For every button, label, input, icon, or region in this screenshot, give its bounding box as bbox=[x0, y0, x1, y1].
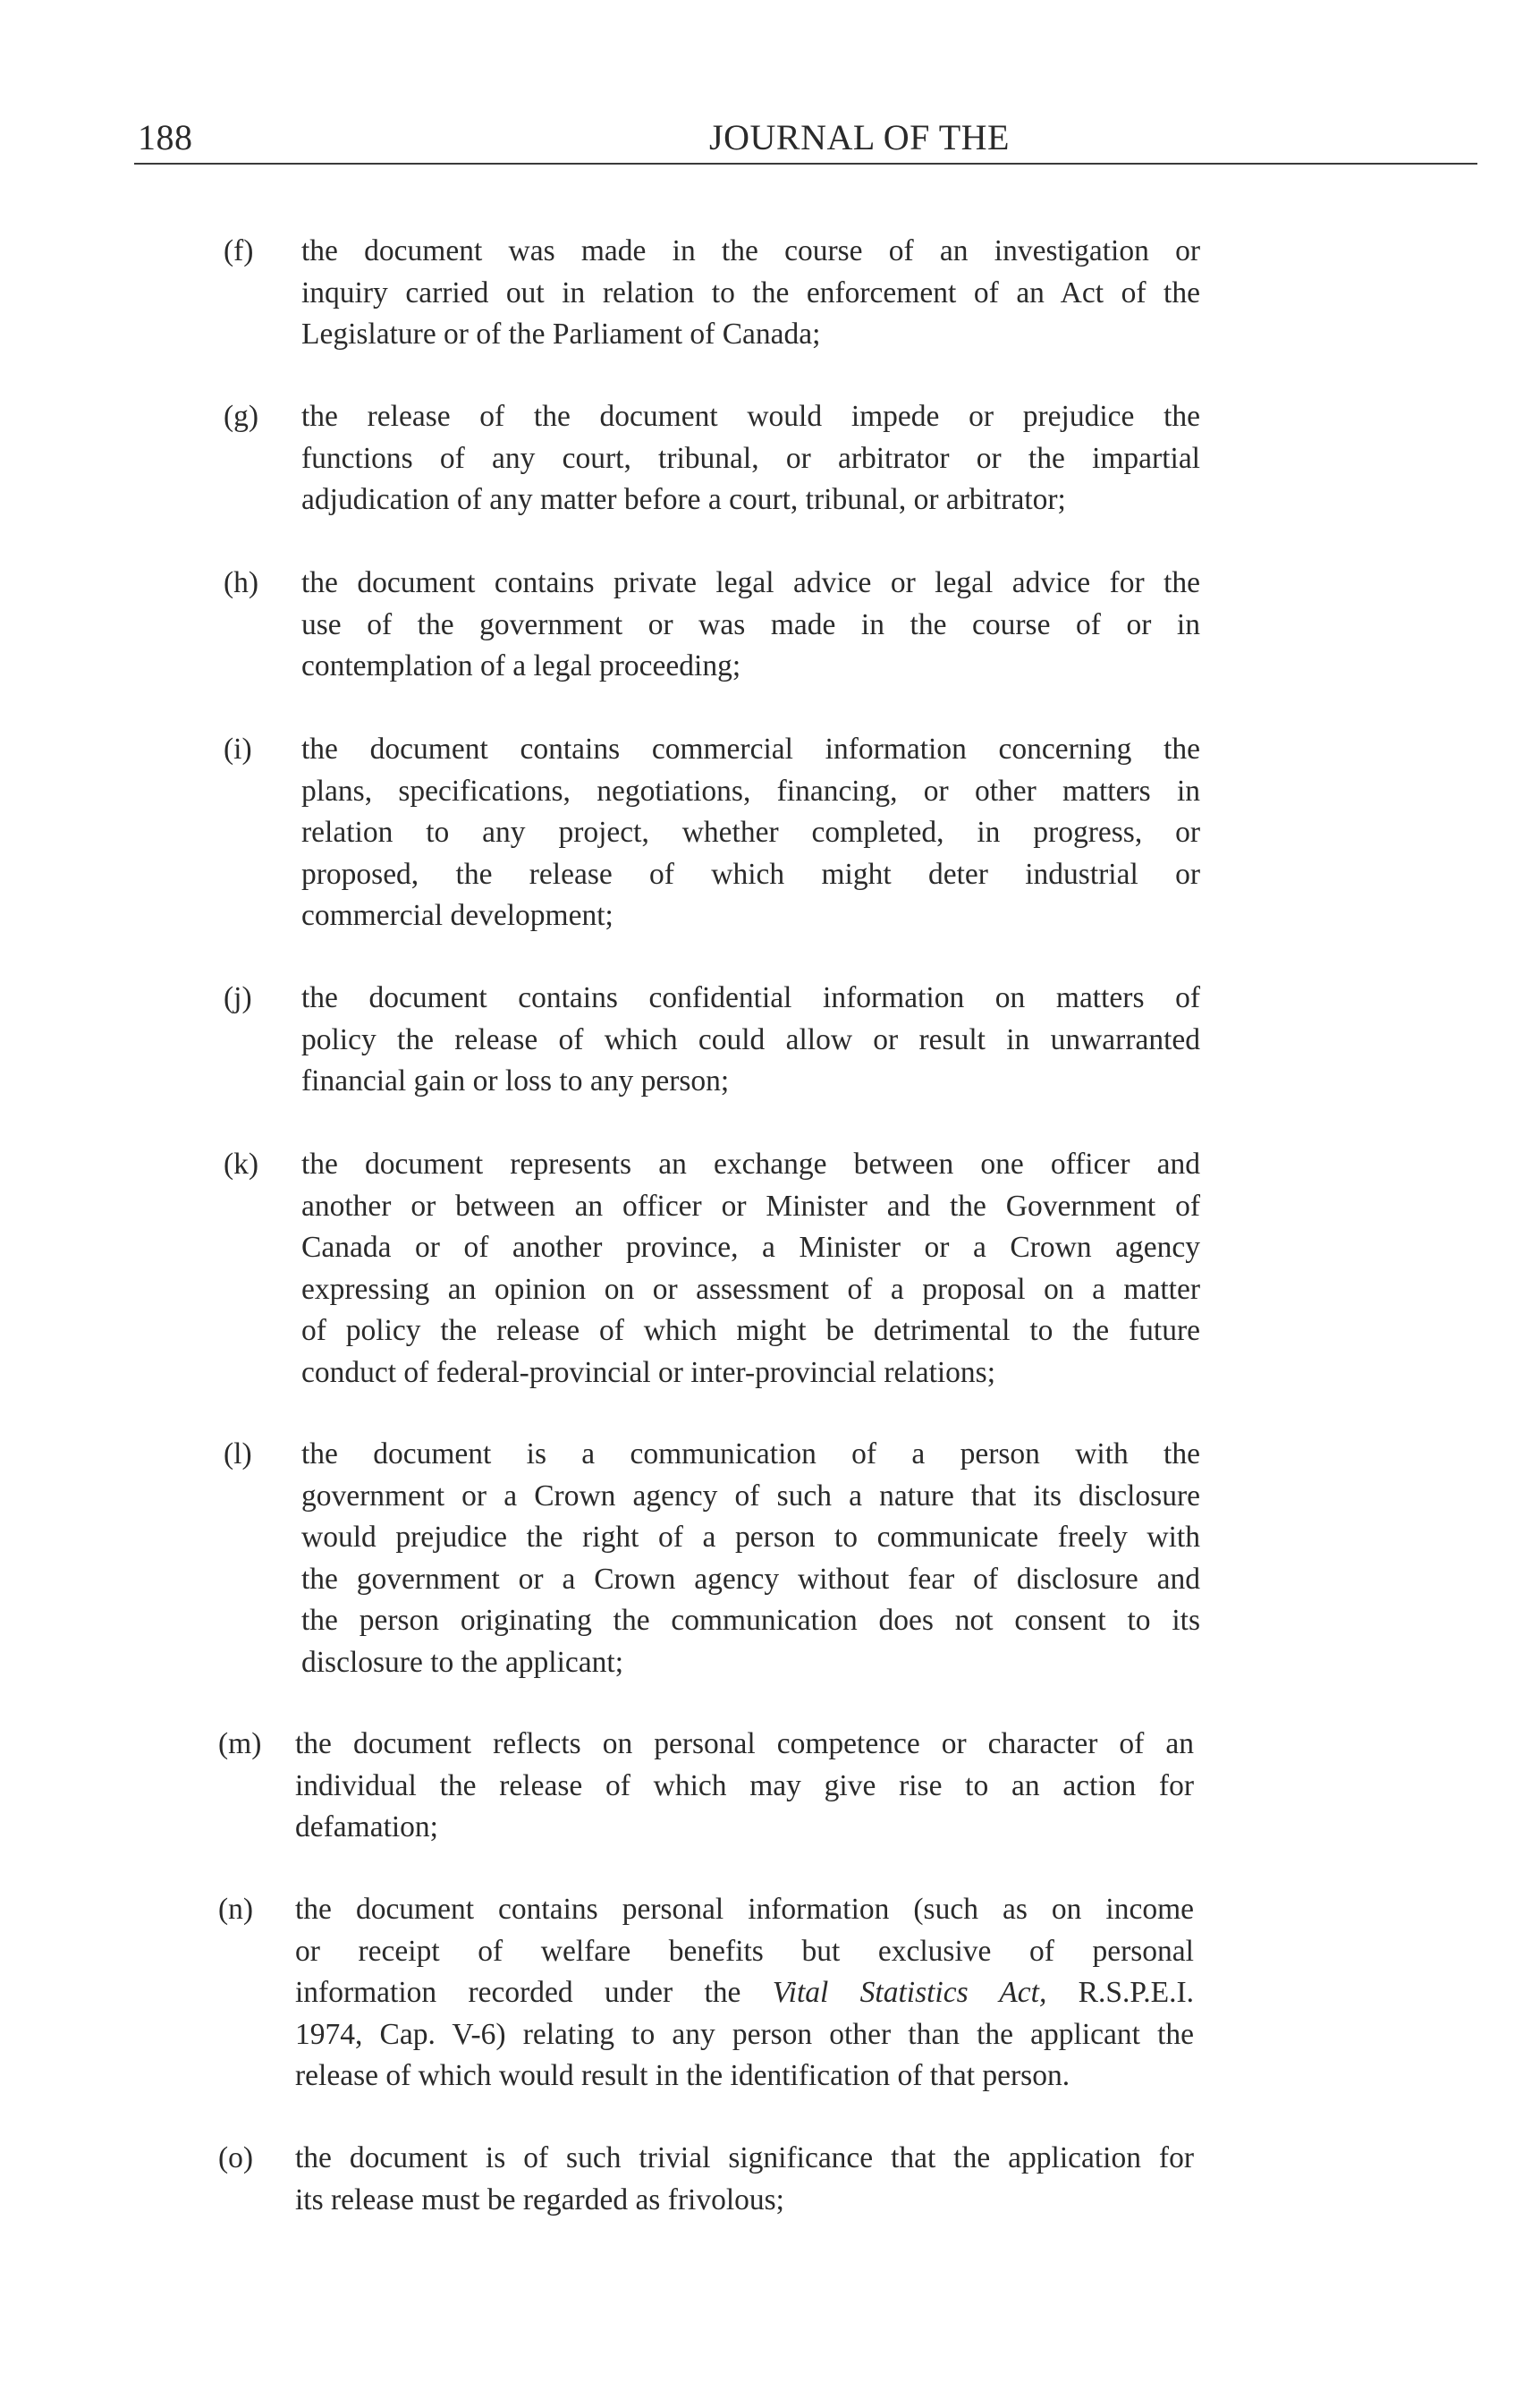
clause-text bbox=[301, 396, 1200, 521]
clause-line: inquiry carried out in relation to the enforcement of an Act of the bbox=[301, 275, 1200, 309]
clause-line: release of which would result in the identification of that person. bbox=[295, 2059, 1070, 2092]
clause-text bbox=[295, 1724, 1194, 1849]
clause-line: disclosure to the applicant; bbox=[301, 1645, 624, 1679]
clause-letter: (n) bbox=[218, 1893, 254, 1926]
clause-line: would prejudice the right of a person to communicate freely with bbox=[301, 1521, 1200, 1554]
clause-line: government or a Crown agency of such a nature that its disclosure bbox=[301, 1479, 1200, 1513]
clause-line: the document contains personal information (such as on income bbox=[295, 1893, 1194, 1926]
clause-line: conduct of federal-provincial or inter-provincial relations; bbox=[301, 1355, 996, 1389]
clause-line: individual the release of which may give rise to an action for bbox=[295, 1768, 1194, 1802]
header-rule bbox=[134, 163, 1477, 165]
clause-line: Canada or of another province, a Minister or a Crown agency bbox=[301, 1231, 1200, 1264]
clause-line: its release must be regarded as frivolous; bbox=[295, 2182, 784, 2216]
clause-text bbox=[301, 231, 1200, 356]
clause-line: the government or a Crown agency without fear of disclosure and bbox=[301, 1562, 1200, 1596]
clause-letter: (g) bbox=[224, 400, 259, 433]
running-title: JOURNAL OF THE bbox=[709, 117, 1010, 157]
clause-line: another or between an officer or Minister and the Government of bbox=[301, 1189, 1200, 1223]
clause-letter: (j) bbox=[224, 981, 252, 1014]
clause-line: the document is a communication of a person with the bbox=[301, 1437, 1200, 1470]
clause-line: defamation; bbox=[295, 1810, 438, 1843]
clause-line: the release of the document would impede or prejudice the bbox=[301, 400, 1200, 433]
clause-line: expressing an opinion on or assessment of a proposal on a matter bbox=[301, 1272, 1200, 1306]
clause-line: policy the release of which could allow or result in unwarranted bbox=[301, 1022, 1200, 1056]
clause-line: Legislature or of the Parliament of Canada; bbox=[301, 318, 821, 351]
clause-line: the document represents an exchange between one officer and bbox=[301, 1148, 1200, 1181]
page-header bbox=[134, 106, 1477, 168]
clause-line: plans, specifications, negotiations, financing, or other matters in bbox=[301, 774, 1200, 808]
clause-line: financial gain or loss to any person; bbox=[301, 1064, 730, 1098]
page-number: 188 bbox=[138, 117, 193, 157]
clause-line: relation to any project, whether completed, in progress, or bbox=[301, 816, 1200, 849]
clause-line: the document contains private legal advice or legal advice for the bbox=[301, 566, 1200, 599]
clause-line: of policy the release of which might be detrimental to the future bbox=[301, 1314, 1200, 1347]
clause-letter: (k) bbox=[224, 1148, 259, 1181]
clause-text bbox=[301, 1144, 1200, 1394]
clause-line: adjudication of any matter before a court, tribunal, or arbitrator; bbox=[301, 483, 1066, 516]
clause-letter: (l) bbox=[224, 1437, 252, 1470]
clause-letter: (h) bbox=[224, 566, 259, 599]
clause-line: the document reflects on personal competence or character of an bbox=[295, 1727, 1194, 1760]
clause-letter: (m) bbox=[218, 1727, 262, 1760]
clause-text bbox=[295, 2138, 1194, 2221]
clause-letter: (f) bbox=[224, 234, 254, 267]
clause-letter: (o) bbox=[218, 2141, 254, 2174]
clause-line: the document contains confidential information on matters of bbox=[301, 981, 1200, 1014]
statute-title: Vital Statistics Act, bbox=[772, 1976, 1047, 2009]
clause-line-with-citation bbox=[295, 1972, 1194, 2014]
clause-letter: (i) bbox=[224, 733, 252, 766]
clause-text bbox=[301, 978, 1200, 1103]
clause-text bbox=[301, 729, 1200, 937]
clause-line: commercial development; bbox=[301, 899, 613, 932]
clause-line-tail: R.S.P.E.I. bbox=[1046, 1976, 1195, 2009]
clause-line: the document was made in the course of an investigation or bbox=[301, 234, 1200, 267]
clause-text bbox=[301, 563, 1200, 688]
clause-line: 1974, Cap. V-6) relating to any person other than the applicant the bbox=[295, 2017, 1194, 2051]
clause-line: use of the government or was made in the course of or in bbox=[301, 607, 1200, 641]
clause-line: contemplation of a legal proceeding; bbox=[301, 649, 741, 682]
clause-line: the document contains commercial information concerning the bbox=[301, 733, 1200, 766]
clause-line: functions of any court, tribunal, or arbitrator or the impartial bbox=[301, 441, 1200, 475]
clause-line: the document is of such trivial significance that the application for bbox=[295, 2141, 1194, 2174]
clause-text bbox=[301, 1434, 1200, 1683]
clause-line-lead: information recorded under the bbox=[295, 1976, 773, 2009]
clause-line: proposed, the release of which might deter industrial or bbox=[301, 857, 1200, 891]
clause-line: the person originating the communication does not consent to its bbox=[301, 1604, 1200, 1637]
clause-text bbox=[295, 1889, 1194, 2098]
clause-line: or receipt of welfare benefits but exclusive of personal bbox=[295, 1934, 1194, 1968]
